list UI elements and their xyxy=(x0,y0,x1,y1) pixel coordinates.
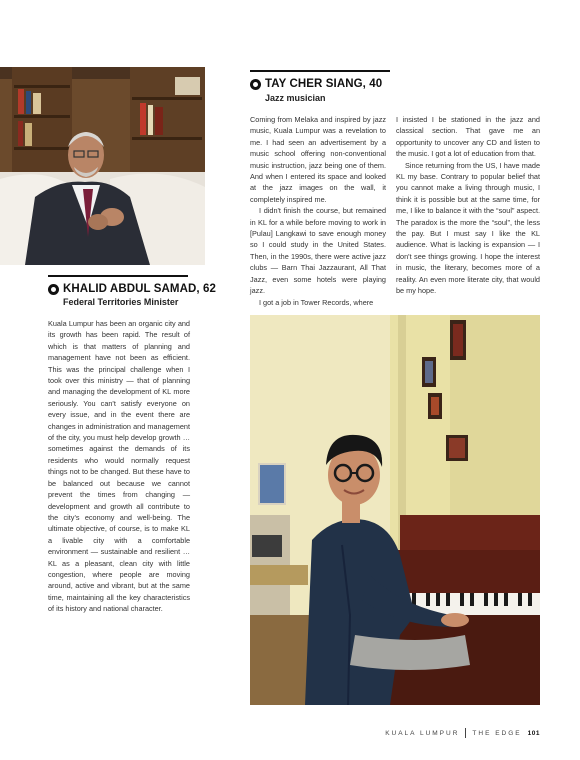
footer-publication: THE EDGE xyxy=(472,729,522,737)
right-col2-paragraph-1: I insisted I be stationed in the jazz and classical section. That gave me an opportunity to uncover any CD and listen to the music. I got a lot of education from that. xyxy=(396,115,540,159)
right-name-row xyxy=(250,78,382,90)
bullet-circle-icon xyxy=(250,79,261,90)
right-name-rule xyxy=(250,70,390,72)
bullet-circle-icon xyxy=(48,284,59,295)
minister-photo xyxy=(0,67,205,265)
right-col2-paragraph-2: Since returning from the US, I have made KL my base. Contrary to popular belief that you cannot make a living through music, I think it is possible but at the same time, for me, I like to balance it with the “soul” aspect. The paradox is the more the “soul”, the less the pay. But I must say I like the KL audience. What is lacking is expansion — I don't see things growing. I hope the interest in music, the literary, becomes more of a reality. An even more literate city, that would be my hope. xyxy=(396,160,540,296)
right-profile-role: Jazz musician xyxy=(265,93,326,103)
footer-divider xyxy=(465,728,466,738)
left-name-rule xyxy=(48,275,188,277)
page-number: 101 xyxy=(527,729,540,737)
right-col1-paragraph-2: I didn't finish the course, but remained in KL for a while before moving to work in [Pulau] Langkawi to save enough money so I could study in the United States. Then, in the 1990s, there were active jazz clubs — Barn Thai Jazzaurant, All That Jazz, even some hotels were playing jazz. xyxy=(250,206,386,296)
left-profile-name: KHALID ABDUL SAMAD, 62 xyxy=(63,283,216,295)
right-profile-name: TAY CHER SIANG, 40 xyxy=(265,78,383,90)
musician-photo xyxy=(250,315,540,705)
left-paragraph: Kuala Lumpur has been an organic city and its growth has been rapid. The result of which is that matters of planning and management have not been as efficient. This was the principal challenge when I took over this ministry — that of planning and managing the development of KL more seriously. You can't satisfy everyone on every issue, and in the event there are changes in administration and management of the city, you must help develop growth … sometimes against the demands of its residents who would normally request things not to be changed. But these have to be balanced out because we cannot prevent the times from changing — development and growth all contribute to the city's economy and well-being. The ultimate objective, of course, is to make KL a livable city with a comfortable environment — sustainable and resilient … KL as a pleasant, clean city with little congestion, where people are moving around, active and vibrant, but at the same time, maintaining all the key characteristics of its history and national character. xyxy=(48,319,190,614)
page-footer xyxy=(385,728,540,738)
right-col1-paragraph-1: Coming from Melaka and inspired by jazz music, Kuala Lumpur was a revelation to me. I had seen an advertisement by a music school offering non-conventional music instruction, jazz being one of them. And when I entered its space and looked at the jazz images on the wall, it completely inspired me. xyxy=(250,115,386,204)
footer-section: KUALA LUMPUR xyxy=(385,729,460,737)
left-profile-role: Federal Territories Minister xyxy=(63,297,179,307)
left-profile-body xyxy=(48,318,190,615)
right-column-1 xyxy=(250,114,386,308)
right-col1-paragraph-3: I got a job in Tower Records, where xyxy=(259,297,374,307)
left-name-row xyxy=(48,283,216,295)
right-column-2 xyxy=(396,114,540,297)
